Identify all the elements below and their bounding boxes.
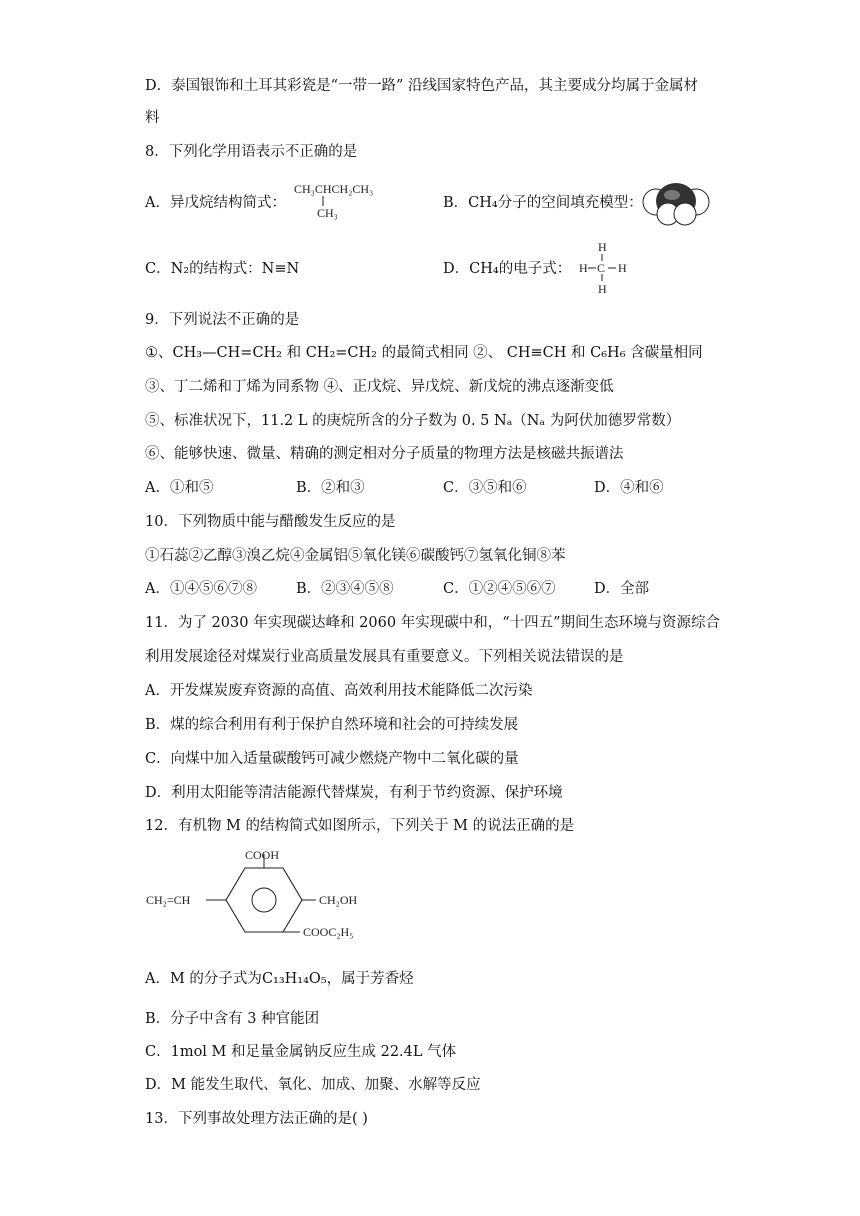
q9-option-c: C．③⑤和⑥ [443, 480, 527, 496]
q9-option-d: D．④和⑥ [594, 480, 664, 496]
q12-option-b: B．分子中含有 3 种官能团 [145, 1011, 320, 1027]
q8-option-a-branch-bond [322, 196, 324, 206]
ch4-electron-c: C [597, 261, 606, 275]
q10-option-d: D．全部 [594, 581, 650, 597]
q8-option-a-label: A．异戊烷结构简式： [145, 195, 286, 211]
q8-option-d-formula: CH₄ [469, 261, 499, 277]
benzene-ring-structure [200, 862, 320, 972]
ch4-electron-h-bottom: H [598, 282, 607, 296]
q8-option-a-formula-branch: CH₃ [317, 206, 338, 220]
q8-stem: 8．下列化学用语表示不正确的是 [145, 144, 358, 160]
q11-stem-line1: 11．为了 2030 年实现碳达峰和 2060 年实现碳中和，“十四五”期间生态环境与资源综合 [145, 615, 721, 631]
q8-option-d-prefix: D． [443, 261, 470, 277]
q8-option-a-formula-main: CH₃CHCH₂CH₃ [294, 182, 374, 196]
q10-items: ①石蕊②乙醇③溴乙烷④金属铝⑤氧化镁⑥碳酸钙⑦氢氧化铜⑧苯 [145, 548, 566, 564]
q11-option-c: C．向煤中加入适量碳酸钙可减少燃烧产物中二氧化碳的量 [145, 751, 519, 767]
q8-option-c-prefix: C． [145, 261, 171, 277]
q10-option-c: C．①②④⑤⑥⑦ [443, 581, 556, 597]
q7-option-d-line1: D．泰国银饰和土耳其彩瓷是“一带一路” 沿线国家特色产品，其主要成分均属于金属材 [145, 78, 699, 94]
q12-option-a [145, 969, 414, 989]
q7-option-d-line2: 料 [145, 110, 160, 126]
q9-option-a: A．①和⑤ [145, 480, 214, 496]
q10-option-a: A．①④⑤⑥⑦⑧ [145, 581, 257, 597]
q9-statement-5: ⑤、标准状况下，11.2 L 的庚烷所含的分子数为 0. 5 Nₐ（Nₐ 为阿伏加德罗常数） [145, 413, 681, 429]
m-substituent-vinyl: CH₂=CH [146, 893, 191, 907]
q12-option-a-suffix: ，属于芳香烃 [326, 971, 414, 987]
ch4-electron-bonds [578, 243, 628, 293]
q13-stem: 13．下列事故处理方法正确的是( ) [145, 1111, 368, 1127]
q9-stem: 9．下列说法不正确的是 [145, 312, 300, 328]
q11-option-a: A．开发煤炭废弃资源的高值、高效利用技术能降低二次污染 [145, 683, 533, 699]
m-substituent-cooh: COOH [245, 848, 280, 862]
q8-option-c-formula: N₂ [170, 261, 190, 277]
q12-option-d: D．M 能发生取代、氧化、加成、加聚、水解等反应 [145, 1077, 481, 1093]
q8-option-c-suffix: 的结构式： [189, 261, 262, 277]
q12-option-c: C．1mol M 和足量金属钠反应生成 22.4L 气体 [145, 1044, 457, 1060]
q8-option-d-suffix: 的电子式： [498, 261, 572, 277]
q8-option-b-formula: CH₄ [468, 195, 498, 211]
m-substituent-ch2oh: CH₂OH [319, 893, 358, 907]
q10-stem: 10．下列物质中能与醋酸发生反应的是 [145, 514, 396, 530]
q8-option-c-label [145, 259, 299, 279]
q8-option-d-label [443, 259, 571, 279]
q11-stem-line2: 利用发展途径对煤炭行业高质量发展具有重要意义。下列相关说法错误的是 [145, 649, 624, 665]
q9-statement-6: ⑥、能够快速、微量、精确的测定相对分子质量的物理方法是核磁共振谱法 [145, 446, 624, 462]
q8-option-b-suffix: 分子的空间填充模型： [497, 195, 643, 211]
ch4-space-filling-model [642, 177, 710, 227]
q10-option-b: B．②③④⑤⑧ [296, 581, 394, 597]
q11-option-d: D．利用太阳能等清洁能源代替煤炭，有利于节约资源、保护环境 [145, 785, 563, 801]
q12-option-a-formula: C₁₃H₁₄O₅ [261, 971, 327, 987]
q12-option-a-prefix: A．M 的分子式为 [145, 971, 262, 987]
q8-option-b-label [443, 193, 643, 213]
q8-option-b-prefix: B． [443, 195, 469, 211]
q12-stem: 12．有机物 M 的结构简式如图所示，下列关于 M 的说法正确的是 [145, 818, 575, 834]
q9-option-b: B．②和③ [296, 480, 365, 496]
q11-option-b: B．煤的综合利用有利于保护自然环境和社会的可持续发展 [145, 717, 519, 733]
q9-statement-1-2: ①、CH₃—CH=CH₂ 和 CH₂=CH₂ 的最简式相同 ②、 CH≡CH 和 C₆H₆ 含碳量相同 [145, 345, 703, 361]
ch4-electron-h-left: H [579, 261, 588, 275]
q8-option-c-value: N≡N [261, 261, 300, 277]
m-substituent-ester: COOC₂H₅ [303, 925, 354, 939]
ch4-electron-h-right: H [618, 261, 627, 275]
ch4-electron-h-top: H [598, 240, 607, 254]
q9-statement-3-4: ③、丁二烯和丁烯为同系物 ④、正戊烷、异戊烷、新戊烷的沸点逐渐变低 [145, 379, 614, 395]
